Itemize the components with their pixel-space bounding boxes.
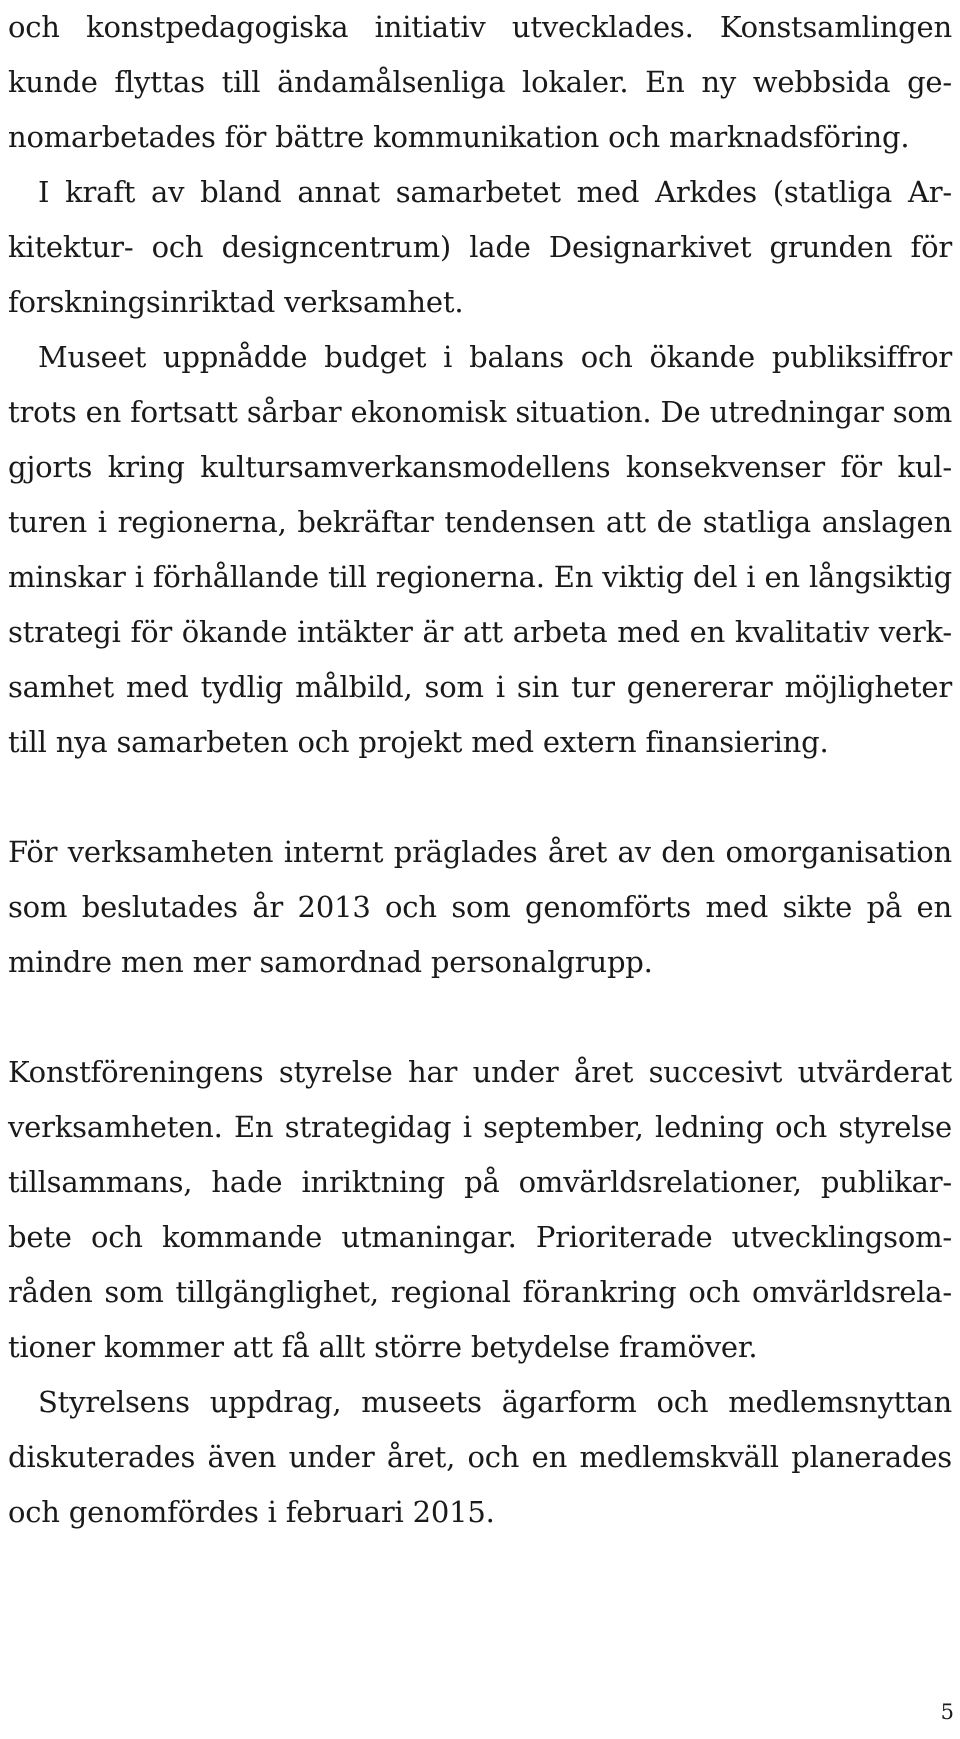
text-line: nomarbetades för bättre kommunikation och marknadsföring.: [8, 120, 910, 154]
text-line: turen i regionerna, bekräftar tendensen att de statliga anslagen: [8, 505, 952, 539]
paragraph-4: [8, 825, 952, 990]
paragraph-2: [8, 165, 952, 330]
text-line: tillsammans, hade inriktning på omvärldsrelationer, publikar-: [8, 1165, 952, 1199]
paragraph-6: [8, 1375, 952, 1540]
text-line: forskningsinriktad verksamhet.: [8, 285, 464, 319]
text-line: samhet med tydlig målbild, som i sin tur genererar möjligheter: [8, 670, 952, 704]
text-line: Museet uppnådde budget i balans och ökande publiksiffror: [38, 340, 952, 374]
document-page: [8, 0, 952, 1540]
page-number: 5: [940, 1700, 954, 1724]
paragraph-spacer: [8, 990, 952, 1045]
text-line: verksamheten. En strategidag i september, ledning och styrelse: [8, 1110, 952, 1144]
text-line: som beslutades år 2013 och som genomförts med sikte på en: [8, 890, 952, 924]
text-line: diskuterades även under året, och en medlemskväll planerades: [8, 1440, 952, 1474]
paragraph-5: [8, 1045, 952, 1375]
text-line: mindre men mer samordnad personalgrupp.: [8, 945, 653, 979]
text-line: bete och kommande utmaningar. Prioriterade utvecklingsom-: [8, 1220, 952, 1254]
text-line: kunde flyttas till ändamålsenliga lokaler. En ny webbsida ge-: [8, 65, 952, 99]
text-line: kitektur- och designcentrum) lade Designarkivet grunden för: [8, 230, 952, 264]
text-line: strategi för ökande intäkter är att arbeta med en kvalitativ verk-: [8, 615, 952, 649]
paragraph-spacer: [8, 770, 952, 825]
text-line: tioner kommer att få allt större betydelse framöver.: [8, 1330, 758, 1364]
text-line: och konstpedagogiska initiativ utvecklades. Konstsamlingen: [8, 10, 952, 44]
text-line: råden som tillgänglighet, regional förankring och omvärldsrela-: [8, 1275, 952, 1309]
text-line: trots en fortsatt sårbar ekonomisk situation. De utredningar som: [8, 395, 952, 429]
text-line: till nya samarbeten och projekt med extern finansiering.: [8, 725, 829, 759]
text-line: gjorts kring kultursamverkansmodellens konsekvenser för kul-: [8, 450, 952, 484]
text-line: minskar i förhållande till regionerna. En viktig del i en långsiktig: [8, 560, 952, 594]
text-line: I kraft av bland annat samarbetet med Arkdes (statliga Ar-: [38, 175, 952, 209]
text-line: och genomfördes i februari 2015.: [8, 1495, 495, 1529]
text-line: För verksamheten internt präglades året av den omorganisation: [8, 835, 952, 869]
text-line: Styrelsens uppdrag, museets ägarform och medlemsnyttan: [38, 1385, 952, 1419]
text-line: Konstföreningens styrelse har under året succesivt utvärderat: [8, 1055, 952, 1089]
paragraph-1: [8, 0, 952, 165]
paragraph-3: [8, 330, 952, 770]
